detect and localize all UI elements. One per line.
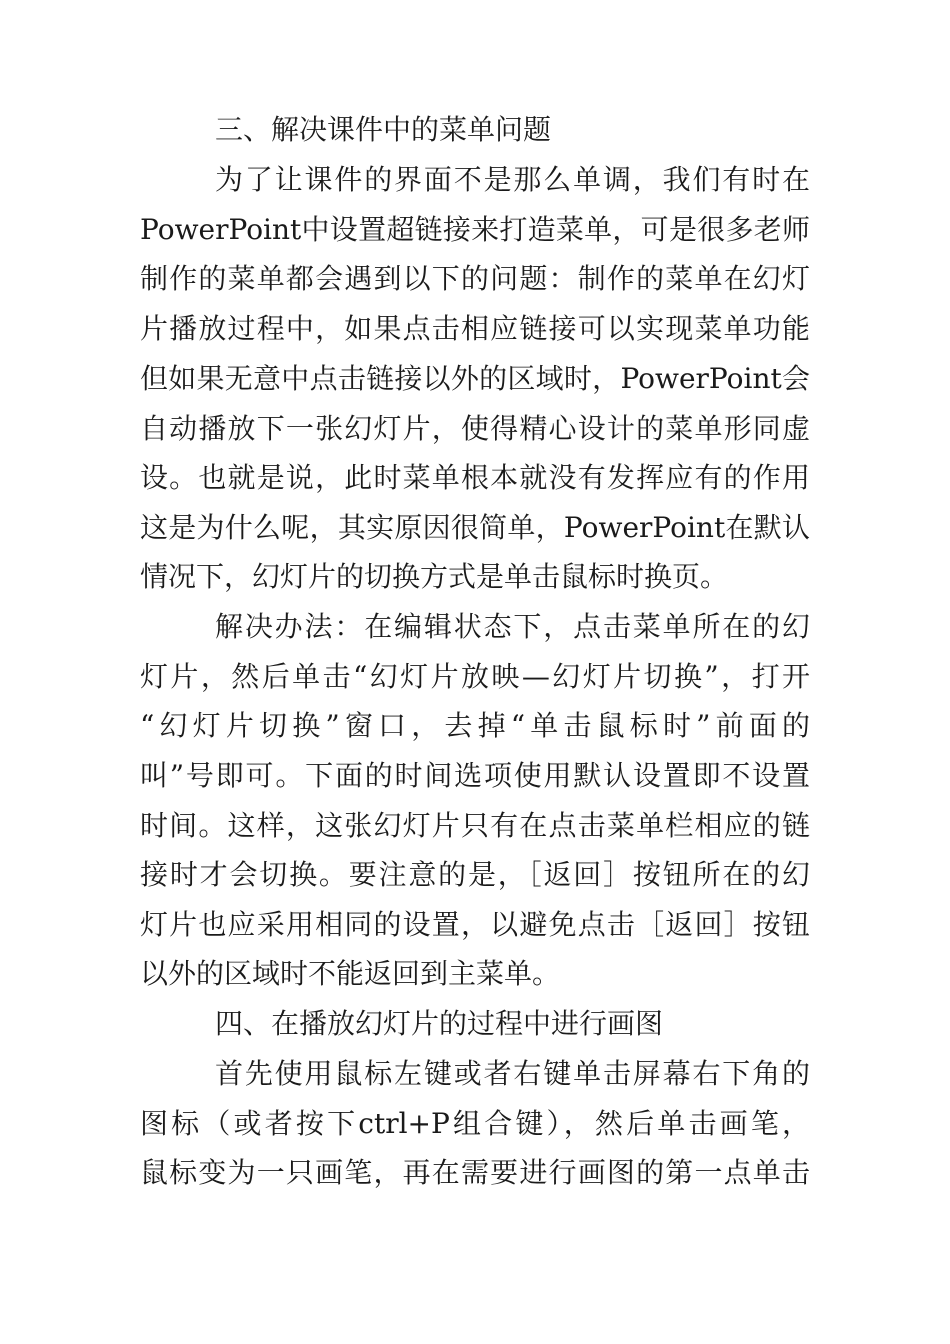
paragraph-line: “幻灯片切换”窗口，去掉“单击鼠标时”前面的	[140, 709, 810, 742]
paragraph-line: 鼠标变为一只画笔，再在需要进行画图的第一点单击	[140, 1156, 810, 1189]
paragraph-line: 片播放过程中，如果点击相应链接可以实现菜单功能	[140, 312, 810, 345]
paragraph-line: 解决办法：在编辑状态下，点击菜单所在的幻	[215, 610, 810, 643]
paragraph-line: 自动播放下一张幻灯片，使得精心设计的菜单形同虚	[140, 412, 810, 445]
paragraph-line: 制作的菜单都会遇到以下的问题：制作的菜单在幻灯	[140, 262, 810, 295]
paragraph-line: 设。也就是说，此时菜单根本就没有发挥应有的作用	[140, 461, 810, 494]
paragraph-line: PowerPoint中设置超链接来打造菜单，可是很多老师	[140, 213, 810, 246]
paragraph-line: 这是为什么呢，其实原因很简单，PowerPoint在默认	[140, 511, 810, 544]
paragraph-line: 情况下，幻灯片的切换方式是单击鼠标时换页。	[140, 560, 729, 593]
paragraph-line: 灯片，然后单击“幻灯片放映—幻灯片切换”，打开	[140, 660, 810, 693]
paragraph-line: 为了让课件的界面不是那么单调，我们有时在	[215, 163, 810, 196]
paragraph-line: 接时才会切换。要注意的是，［返回］按钮所在的幻	[140, 858, 810, 891]
heading-section-4: 四、在播放幻灯片的过程中进行画图	[215, 1007, 664, 1040]
paragraph-line: 首先使用鼠标左键或者右键单击屏幕右下角的	[215, 1057, 810, 1090]
paragraph-line: 时间。这样，这张幻灯片只有在点击菜单栏相应的链	[140, 809, 810, 842]
paragraph-line: 叫”号即可。下面的时间选项使用默认设置即不设置	[140, 759, 810, 792]
heading-section-3: 三、解决课件中的菜单问题	[215, 113, 552, 146]
paragraph-line: 以外的区域时不能返回到主菜单。	[140, 957, 561, 990]
paragraph-line: 灯片也应采用相同的设置，以避免点击［返回］按钮	[140, 908, 810, 941]
paragraph-line: 但如果无意中点击链接以外的区域时，PowerPoint会	[140, 362, 810, 395]
paragraph-line: 图标（或者按下ctrl+P组合键），然后单击画笔，	[140, 1107, 810, 1140]
